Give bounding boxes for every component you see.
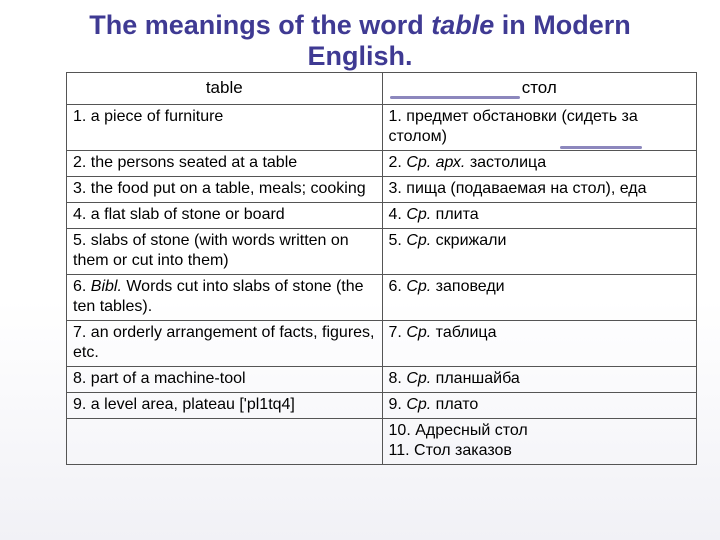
table-row [67, 105, 697, 151]
table-row [67, 419, 697, 465]
cell-english: 8. part of a machine-tool [67, 367, 383, 393]
russian-text: плита [431, 206, 479, 223]
cell-english: 1. a piece of furniture [67, 105, 383, 151]
russian-text: таблица [431, 324, 497, 341]
russian-number: 2. [388, 154, 407, 171]
cell-english: 7. an orderly arrangement of facts, figures, etc. [67, 321, 383, 367]
russian-note: Ср. [406, 232, 432, 249]
title-text-before: The meanings of the word [89, 10, 432, 40]
cell-russian [382, 393, 696, 419]
cell-russian [382, 151, 696, 177]
cell-english: 5. slabs of stone (with words written on them or cut into them) [67, 229, 383, 275]
russian-line: 10. Адресный стол [388, 422, 528, 439]
title-text-after: in Modern English. [307, 10, 631, 71]
table-row [67, 393, 697, 419]
cell-english: 3. the food put on a table, meals; cooking [67, 177, 383, 203]
russian-number: 5. [388, 232, 407, 249]
russian-note: Ср. [406, 206, 432, 223]
table-row [67, 321, 697, 367]
russian-number: 9. [388, 396, 407, 413]
header-english: table [67, 73, 383, 105]
russian-note: Ср. [406, 370, 432, 387]
russian-number: 6. [388, 278, 407, 295]
cell-english: 9. a level area, plateau ['pl1tq4] [67, 393, 383, 419]
english-text: Words cut into slabs of stone (the ten tables). [73, 278, 364, 315]
table-row [67, 367, 697, 393]
cell-english: 2. the persons seated at a table [67, 151, 383, 177]
cell-english [67, 419, 383, 465]
cell-english: 4. a flat slab of stone or board [67, 203, 383, 229]
cell-russian [382, 367, 696, 393]
meanings-table [66, 72, 697, 465]
russian-text: застолица [465, 154, 547, 171]
russian-note: Ср. [406, 396, 432, 413]
russian-number: 8. [388, 370, 407, 387]
english-number: 6. [73, 278, 91, 295]
english-note: Bibl. [90, 278, 122, 295]
russian-note: Ср. [406, 324, 432, 341]
table-row [67, 177, 697, 203]
cell-russian [382, 321, 696, 367]
header-russian: стол [382, 73, 696, 105]
table-row [67, 275, 697, 321]
cell-english [67, 275, 383, 321]
table-row [67, 203, 697, 229]
title-italic-word: table [431, 10, 495, 40]
slide-title [40, 10, 680, 72]
russian-number: 4. [388, 206, 407, 223]
cell-russian [382, 229, 696, 275]
russian-number: 7. [388, 324, 407, 341]
cell-russian [382, 275, 696, 321]
cell-russian: 1. предмет обстановки (сидеть за столом) [382, 105, 696, 151]
russian-note: Ср. [406, 278, 432, 295]
table-header-row [67, 73, 697, 105]
russian-text: плато [431, 396, 479, 413]
russian-text: заповеди [431, 278, 505, 295]
russian-note: Ср. арх. [406, 154, 466, 171]
cell-russian [382, 419, 696, 465]
russian-text: скрижали [431, 232, 507, 249]
cell-russian [382, 203, 696, 229]
table-row [67, 151, 697, 177]
table-row [67, 229, 697, 275]
russian-line: 11. Стол заказов [388, 442, 512, 459]
russian-text: планшайба [431, 370, 520, 387]
cell-russian: 3. пища (подаваемая на стол), еда [382, 177, 696, 203]
